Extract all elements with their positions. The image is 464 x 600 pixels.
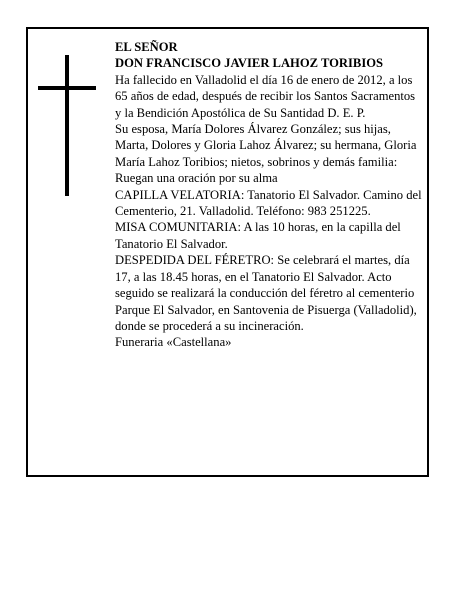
family-list: Su esposa, María Dolores Álvarez González; sus hijas, Marta, Dolores y Gloria Lahoz Álvarez; su hermana, Gloria María Lahoz Toribios; nietos, sobrinos y demás familia: (115, 122, 417, 169)
farewell-info: DESPEDIDA DEL FÉRETRO: Se celebrará el martes, día 17, a las 18.45 horas, en el Tanatorio El Salvador. Acto seguido se realizará la conducción del féretro al cementerio Parque El Salvador, en Santovenia de Pisuerga (Valladolid), donde se procederá a su incineración. (115, 253, 417, 333)
notice-title: EL SEÑOR (115, 40, 178, 54)
notice-text (115, 39, 423, 351)
death-announcement: Ha fallecido en Valladolid el día 16 de enero de 2012, a los 65 años de edad, después de recibir los Santos Sacramentos y la Bendición Apostólica de Su Santidad D. E. P. (115, 72, 416, 120)
funeral-home: Funeraria «Castellana» (115, 335, 232, 350)
mass-info: MISA COMUNITARIA: A las 10 horas, en la capilla del Tanatorio El Salvador. (115, 220, 401, 251)
wake-chapel-info: CAPILLA VELATORIA: Tanatorio El Salvador. Camino del Cementerio, 21. Valladolid. Teléfono: 983 251225. (115, 187, 422, 219)
cross-horizontal-bar (38, 86, 96, 90)
cross-vertical-bar (65, 55, 69, 196)
deceased-name: DON FRANCISCO JAVIER LAHOZ TORIBIOS (115, 56, 384, 71)
prayer-request: Ruegan una oración por su alma (115, 171, 278, 186)
